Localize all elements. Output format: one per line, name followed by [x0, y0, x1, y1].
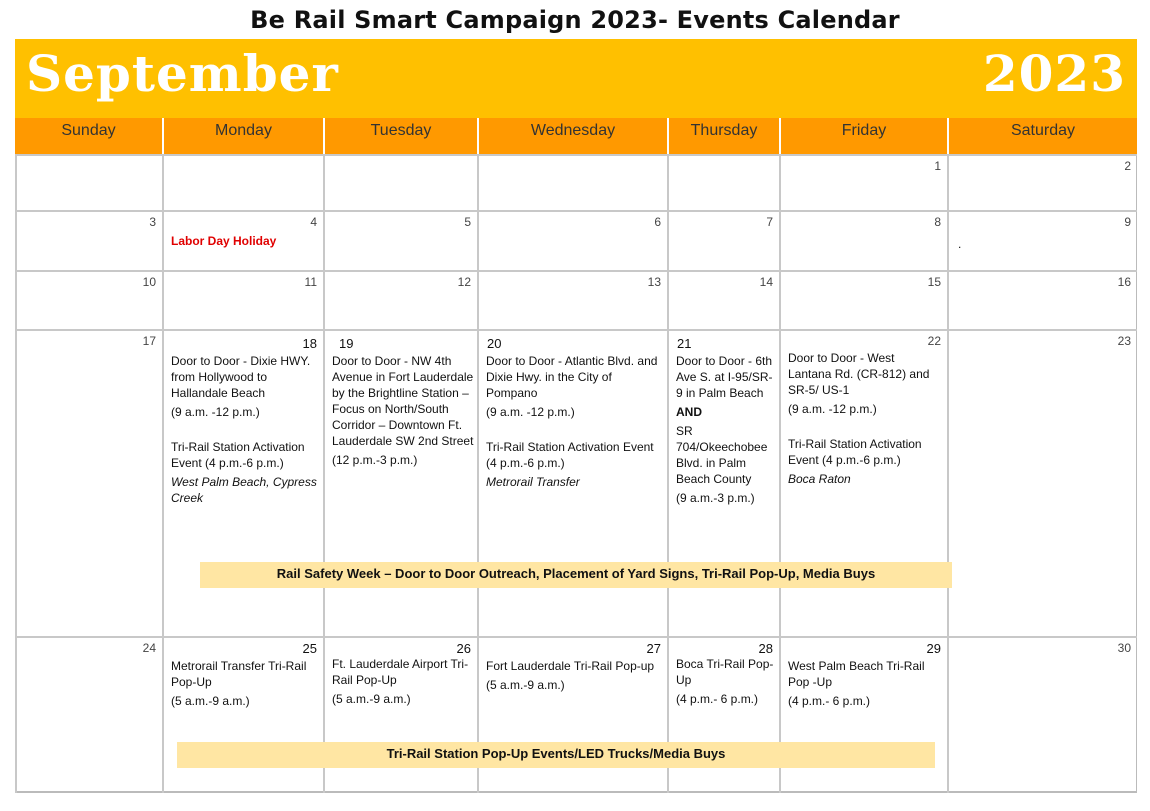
event-title: Tri-Rail Station Activation Event (4 p.m.-6 p.m.): [171, 440, 305, 470]
event-time: (12 p.m.-3 p.m.): [332, 453, 418, 467]
day-number: 28: [758, 641, 773, 656]
event-title: Ft. Lauderdale Airport Tri-Rail Pop-Up: [332, 657, 469, 687]
rail-safety-week-banner: Rail Safety Week – Door to Door Outreach, Placement of Yard Signs, Tri-Rail Pop-Up, Media Buys: [200, 562, 952, 588]
day-number: 22: [927, 334, 941, 348]
day-number: 15: [927, 275, 941, 289]
event-title: Door to Door - Dixie HWY. from Hollywood to Hallandale Beach: [171, 354, 311, 400]
event-list: [332, 353, 475, 471]
day-number: 18: [302, 336, 317, 351]
header-saturday: Saturday: [947, 118, 1137, 154]
calendar-grid: [15, 118, 1137, 793]
event-title: Door to Door - Atlantic Blvd. and Dixie Hwy. in the City of Pompano: [486, 354, 658, 400]
year-label: 2023: [982, 44, 1126, 103]
event-location: Metrorail Transfer: [486, 475, 580, 489]
event-time: (5 a.m.-9 a.m.): [171, 694, 250, 708]
event-time: (5 a.m.-9 a.m.): [332, 692, 411, 706]
page-title: Be Rail Smart Campaign 2023- Events Calendar: [250, 6, 900, 34]
day-number: 10: [142, 275, 156, 289]
header-tuesday: Tuesday: [323, 118, 477, 154]
day-cell: [779, 329, 947, 636]
day-cell: [947, 154, 1137, 210]
event-location: Boca Raton: [788, 472, 851, 486]
day-number: 25: [302, 641, 317, 656]
day-cell: [779, 270, 947, 329]
day-number: 26: [456, 641, 471, 656]
day-cell: [667, 270, 779, 329]
day-cell: [323, 329, 477, 636]
event-title: Door to Door - 6th Ave S. at I-95/SR-9 in Palm Beach: [676, 354, 773, 400]
month-label: September: [26, 44, 339, 103]
day-number: 8: [934, 215, 941, 229]
header-sunday: Sunday: [15, 118, 162, 154]
event-list: [171, 658, 319, 712]
day-cell: [779, 210, 947, 270]
event-time: (9 a.m. -12 p.m.): [486, 405, 575, 419]
note-dot: .: [958, 237, 962, 251]
event-list: [676, 656, 776, 710]
event-time: (9 a.m. -12 p.m.): [171, 405, 260, 419]
day-cell: [162, 329, 323, 636]
day-number: 11: [304, 275, 317, 289]
event-title: Tri-Rail Station Activation Event (4 p.m.-6 p.m.): [486, 440, 654, 470]
day-cell: [162, 210, 323, 270]
day-number: 17: [142, 334, 156, 348]
event-time: (4 p.m.- 6 p.m.): [676, 692, 759, 706]
header-friday: Friday: [779, 118, 947, 154]
day-number: 5: [464, 215, 471, 229]
day-number: 1: [934, 159, 941, 173]
day-cell: [15, 329, 162, 636]
day-cell-empty: [477, 154, 667, 210]
day-number: 16: [1117, 275, 1131, 289]
day-number: 2: [1124, 159, 1131, 173]
day-cell: [323, 636, 477, 793]
event-time: (9 a.m. -12 p.m.): [788, 402, 877, 416]
day-cell: [477, 210, 667, 270]
header-wednesday: Wednesday: [477, 118, 667, 154]
day-cell: [162, 270, 323, 329]
event-list: [171, 353, 319, 509]
day-number: 20: [487, 336, 502, 351]
day-cell: [947, 329, 1137, 636]
day-number: 9: [1124, 215, 1131, 229]
day-cell: [15, 210, 162, 270]
day-number: 14: [759, 275, 773, 289]
day-cell: [947, 636, 1137, 793]
day-cell: [779, 636, 947, 793]
event-list: [788, 350, 938, 490]
event-list: [676, 353, 776, 509]
event-location: West Palm Beach, Cypress Creek: [171, 475, 317, 505]
event-title: Door to Door - NW 4th Avenue in Fort Lauderdale by the Brightline Station – Focus on North/South Corridor – Downtown Ft. Lauderdale SW 2nd Street: [332, 354, 474, 448]
event-title: SR 704/Okeechobee Blvd. in Palm Beach County: [676, 424, 768, 486]
event-list: [332, 656, 472, 710]
day-cell: [947, 270, 1137, 329]
day-cell: [323, 270, 477, 329]
day-number: 30: [1117, 641, 1131, 655]
day-cell: [947, 210, 1137, 270]
day-number: 4: [310, 215, 317, 229]
day-cell: [15, 636, 162, 793]
event-title: Metrorail Transfer Tri-Rail Pop-Up: [171, 659, 307, 689]
day-cell: [162, 636, 323, 793]
day-number: 3: [149, 215, 156, 229]
day-number: 29: [926, 641, 941, 656]
day-cell-empty: [323, 154, 477, 210]
day-cell: [667, 210, 779, 270]
day-number: 27: [646, 641, 661, 656]
day-number: 21: [677, 336, 692, 351]
day-cell-empty: [162, 154, 323, 210]
day-number: 12: [457, 275, 471, 289]
day-number: 7: [766, 215, 773, 229]
day-cell-empty: [15, 154, 162, 210]
event-title: Door to Door - West Lantana Rd. (CR-812) and SR-5/ US-1: [788, 351, 930, 397]
day-number: 19: [339, 336, 354, 351]
pop-up-events-banner: Tri-Rail Station Pop-Up Events/LED Trucks/Media Buys: [177, 742, 935, 768]
event-title: Fort Lauderdale Tri-Rail Pop-up: [486, 659, 655, 673]
event-time: (5 a.m.-9 a.m.): [486, 678, 565, 692]
header-monday: Monday: [162, 118, 323, 154]
day-number: 6: [654, 215, 661, 229]
event-list: [788, 658, 938, 712]
day-cell: [667, 636, 779, 793]
day-cell-empty: [667, 154, 779, 210]
day-number: 23: [1117, 334, 1131, 348]
holiday-label: Labor Day Holiday: [171, 234, 277, 248]
day-cell: [477, 636, 667, 793]
day-number: 13: [647, 275, 661, 289]
event-time: (9 a.m.-3 p.m.): [676, 491, 755, 505]
day-cell: [477, 270, 667, 329]
day-cell: [477, 329, 667, 636]
event-title: West Palm Beach Tri-Rail Pop -Up: [788, 659, 925, 689]
event-time: (4 p.m.- 6 p.m.): [788, 694, 871, 708]
event-list: [486, 658, 664, 696]
header-thursday: Thursday: [667, 118, 779, 154]
day-number: 24: [142, 641, 156, 655]
day-cell: [323, 210, 477, 270]
day-cell: [15, 270, 162, 329]
event-list: [486, 353, 664, 493]
day-cell: [779, 154, 947, 210]
event-title: Boca Tri-Rail Pop-Up: [676, 657, 774, 687]
event-and: AND: [676, 405, 702, 419]
event-title: Tri-Rail Station Activation Event (4 p.m.-6 p.m.): [788, 437, 922, 467]
day-cell: [667, 329, 779, 636]
